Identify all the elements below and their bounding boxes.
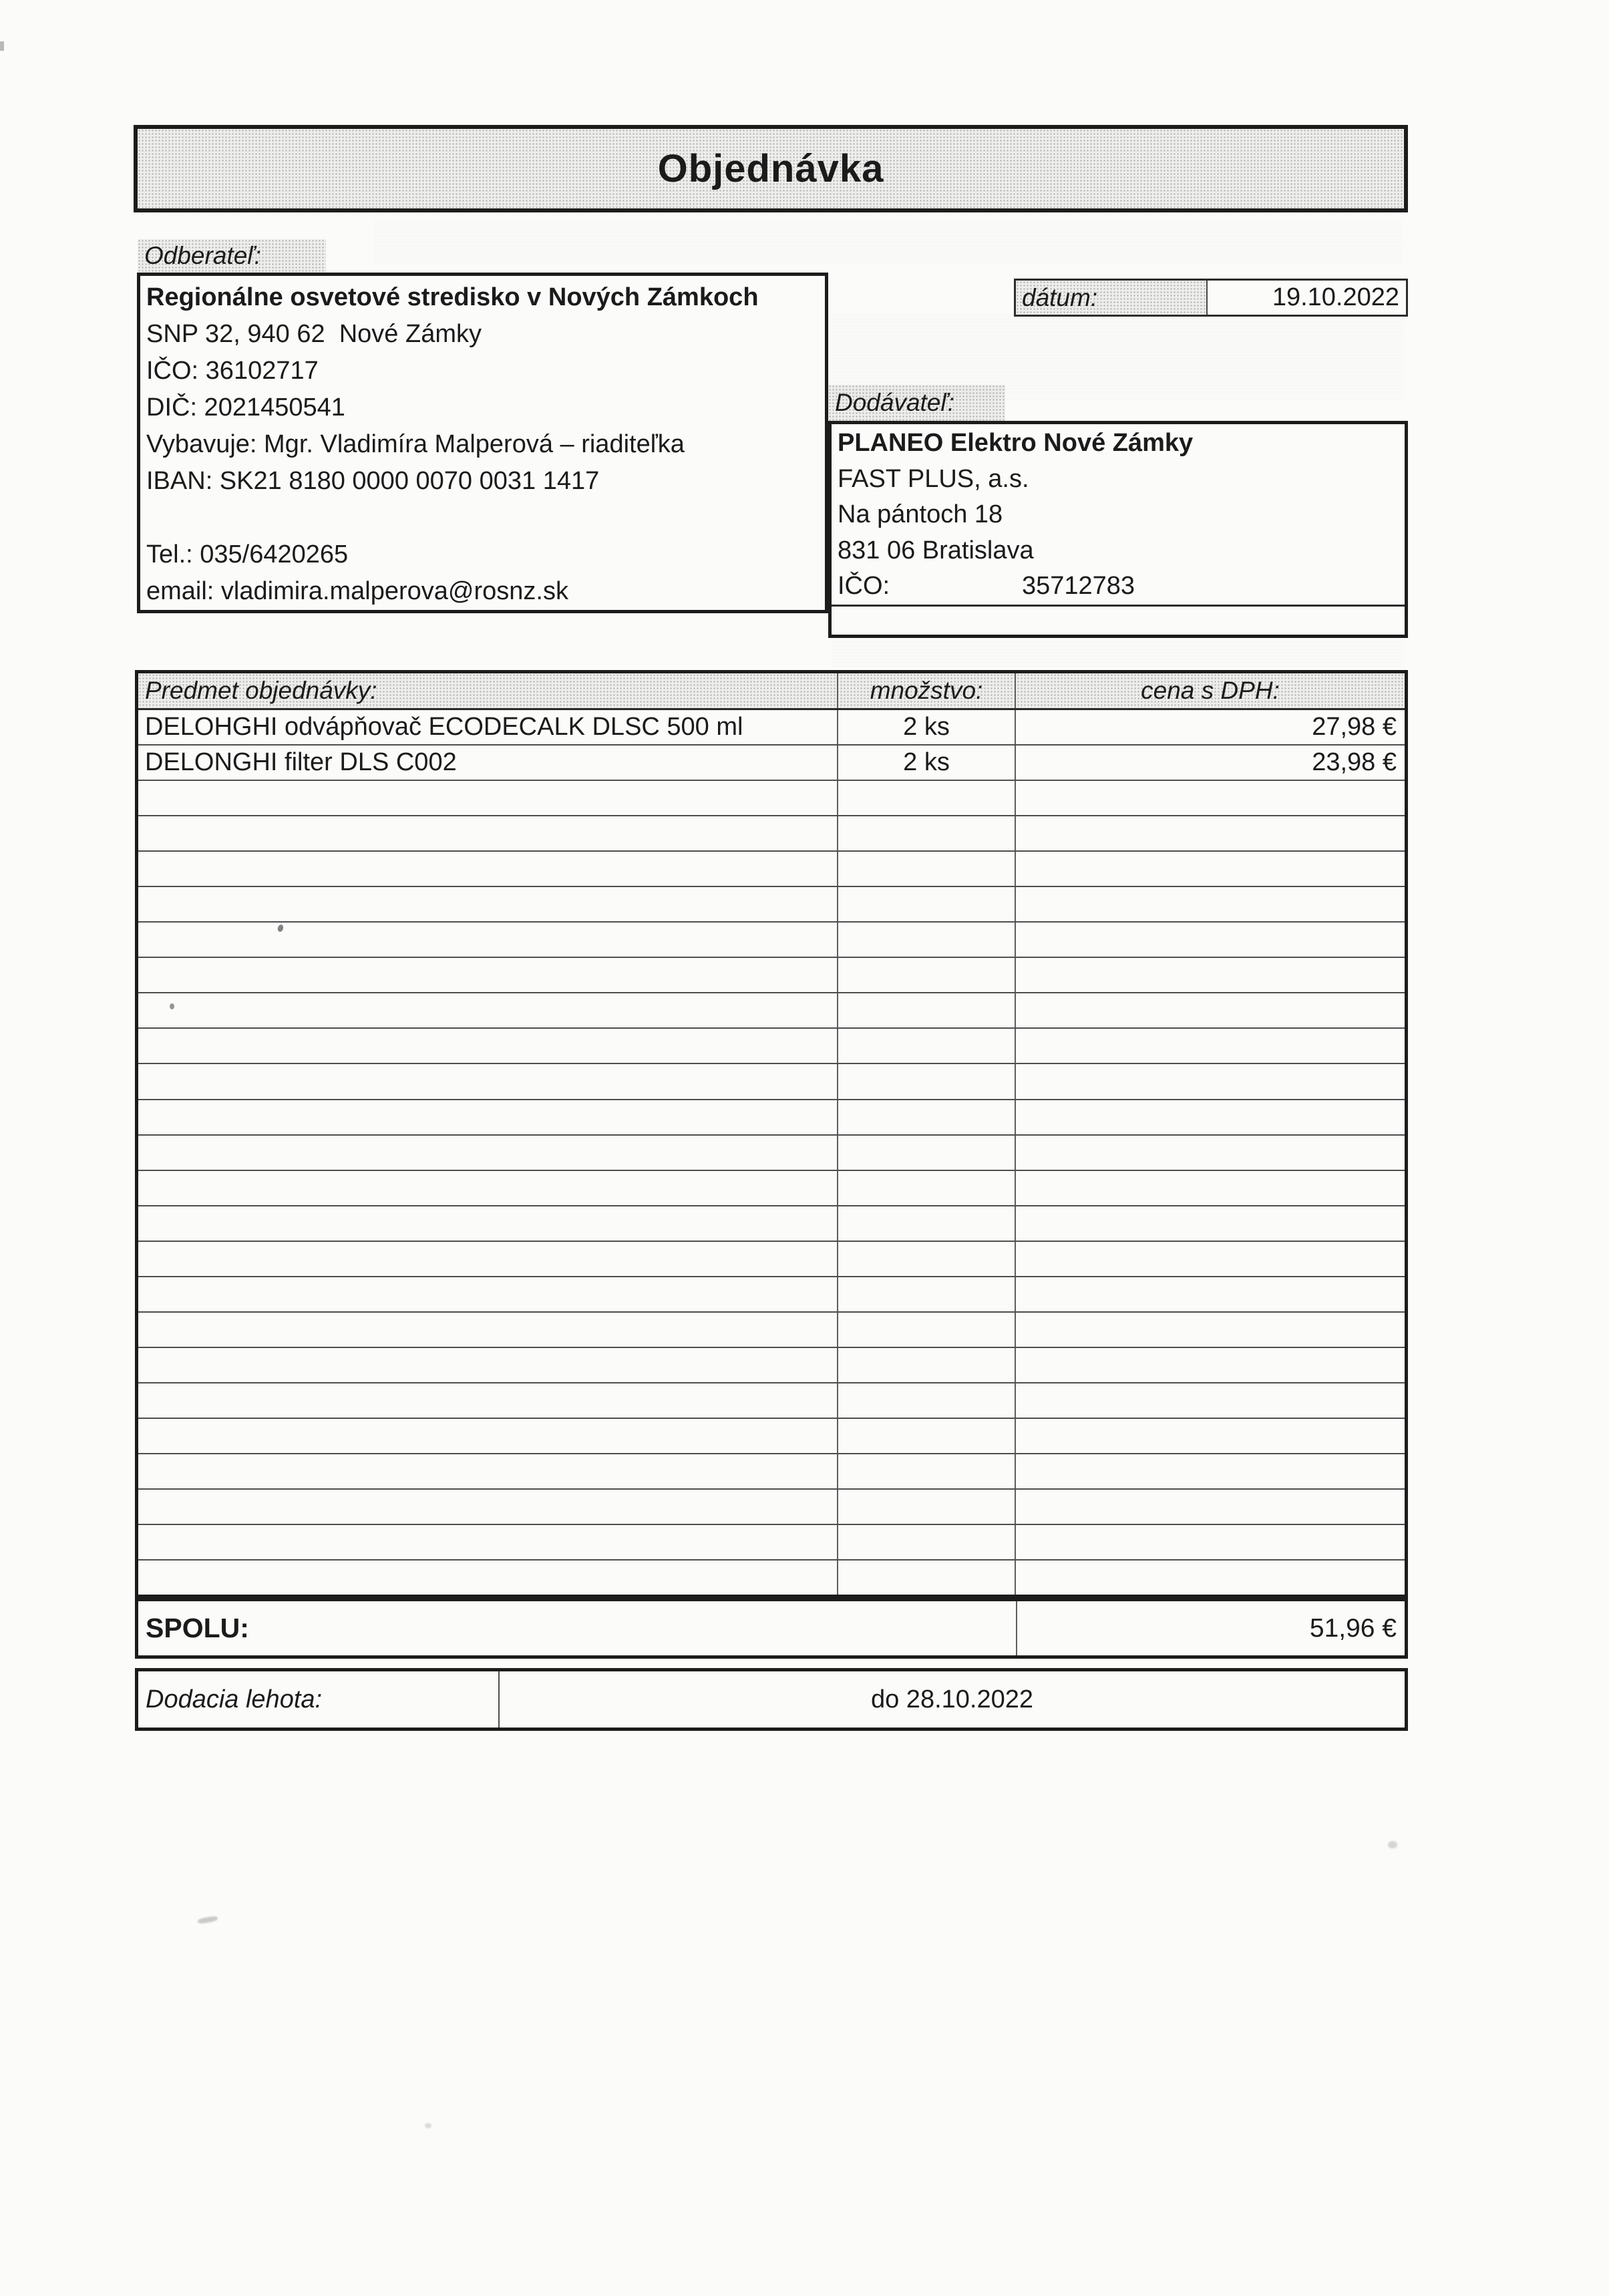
item-quantity-cell [838,1490,1016,1524]
item-quantity-cell [838,1383,1016,1418]
supplier-ico-label: IČO: [838,572,890,601]
item-price-cell [1016,958,1405,992]
item-name-cell [138,958,838,992]
customer-line [146,500,820,536]
item-quantity-cell [838,1277,1016,1311]
table-row [138,887,1405,923]
item-quantity-cell [838,1136,1016,1170]
item-quantity-cell: 2 ks [838,746,1016,780]
table-row [138,1171,1405,1206]
supplier-box-empty-row [838,607,1399,635]
item-name-cell [138,993,838,1027]
table-row [138,816,1405,852]
document-title: Objednávka [657,147,884,190]
table-row [138,1029,1405,1064]
table-row [138,923,1405,958]
delivery-label: Dodacia lehota: [138,1671,500,1728]
item-price-cell [1016,816,1405,850]
table-row [138,781,1405,816]
item-name-cell [138,1206,838,1241]
scan-speck [0,41,4,51]
item-name-cell [138,1136,838,1170]
item-price-cell [1016,1454,1405,1488]
document-title-bar [134,125,1408,212]
date-box [1014,279,1408,317]
table-row [138,1348,1405,1383]
item-price-cell [1016,852,1405,886]
item-name-cell [138,923,838,957]
item-quantity-cell [838,1313,1016,1347]
item-quantity-cell [838,923,1016,957]
item-price-cell [1016,1136,1405,1170]
table-row [138,1561,1405,1595]
item-name-cell [138,887,838,921]
table-row [138,852,1405,887]
item-name-cell [138,1171,838,1205]
item-price-cell [1016,781,1405,815]
delivery-value: do 28.10.2022 [870,1685,1033,1713]
item-name-cell [138,1100,838,1134]
table-body [138,710,1405,1595]
item-name-cell [138,852,838,886]
supplier-section-label-text: Dodávateľ: [835,389,955,416]
scan-smudge [198,1915,218,1924]
item-name-cell [138,1561,838,1595]
item-quantity-cell: 2 ks [838,710,1016,744]
customer-line: email: vladimira.malperova@rosnz.sk [146,577,568,605]
table-row [138,993,1405,1029]
item-quantity-cell [838,816,1016,850]
item-price-cell [1016,1277,1405,1311]
item-quantity-cell [838,1419,1016,1453]
item-price-cell [1016,1029,1405,1063]
item-quantity-cell [838,1561,1016,1595]
scan-speck [425,2123,431,2128]
item-name-cell: DELOHGHI odvápňovač ECODECALK DLSC 500 ml [138,710,838,744]
item-price-cell [1016,1419,1405,1453]
customer-line: IBAN: SK21 8180 0000 0070 0031 1417 [146,467,600,495]
item-price-cell: 23,98 € [1312,748,1397,777]
table-row [138,710,1405,746]
item-name-cell [138,816,838,850]
supplier-address-lines [838,462,1399,569]
item-name-cell [138,1313,838,1347]
customer-info-box [137,273,828,613]
item-quantity-cell [838,887,1016,921]
item-price-cell [1016,1313,1405,1347]
customer-line: IČO: 36102717 [146,357,319,385]
column-header-price: cena s DPH: [1141,677,1280,704]
item-price-cell: 27,98 € [1312,713,1397,742]
table-row [138,1313,1405,1348]
total-value: 51,96 € [1309,1613,1397,1643]
item-name-cell: DELONGHI filter DLS C002 [138,746,838,780]
item-quantity-cell [838,1100,1016,1134]
item-name-cell [138,1525,838,1559]
date-value: 19.10.2022 [1272,283,1399,311]
item-name-cell [138,1454,838,1488]
table-row [138,1242,1405,1277]
total-row [135,1598,1408,1659]
table-row [138,1525,1405,1561]
supplier-section-label [828,385,1005,421]
supplier-info-box [828,421,1408,638]
table-row [138,1277,1405,1313]
column-header-item: Predmet objednávky: [138,673,838,708]
item-price-cell [1016,1171,1405,1205]
table-row [138,1100,1405,1136]
scan-showthrough [374,219,1403,263]
order-items-table [135,670,1408,1598]
item-quantity-cell [838,1454,1016,1488]
item-name-cell [138,1348,838,1382]
table-row [138,1064,1405,1100]
item-quantity-cell [838,1242,1016,1276]
customer-line: Tel.: 035/6420265 [146,540,349,568]
customer-line: DIČ: 2021450541 [146,393,345,422]
table-row [138,746,1405,781]
item-name-cell [138,1064,838,1098]
item-price-cell [1016,993,1405,1027]
item-price-cell [1016,1064,1405,1098]
table-header-row [138,673,1405,710]
item-name-cell [138,1383,838,1418]
supplier-name: PLANEO Elektro Nové Zámky [838,429,1194,458]
item-name-cell [138,1490,838,1524]
item-price-cell [1016,1100,1405,1134]
table-row [138,1206,1405,1242]
item-price-cell [1016,1561,1405,1595]
scan-speck [1388,1841,1397,1848]
customer-line: Vybavuje: Mgr. Vladimíra Malperová – riaditeľka [146,430,685,458]
item-price-cell [1016,923,1405,957]
supplier-ico-line [838,568,1399,605]
item-quantity-cell [838,993,1016,1027]
table-row [138,1136,1405,1171]
table-row [138,1419,1405,1454]
item-name-cell [138,1242,838,1276]
customer-line: SNP 32, 940 62 Nové Zámky [146,320,482,348]
item-price-cell [1016,887,1405,921]
total-label: SPOLU: [138,1601,1017,1655]
item-quantity-cell [838,781,1016,815]
item-price-cell [1016,1242,1405,1276]
item-quantity-cell [838,1348,1016,1382]
item-quantity-cell [838,852,1016,886]
customer-section-label-text: Odberateľ: [144,242,261,269]
customer-line: Regionálne osvetové stredisko v Nových Zámkoch [146,283,759,311]
item-name-cell [138,1419,838,1453]
item-quantity-cell [838,1064,1016,1098]
table-row [138,1383,1405,1419]
table-row [138,1454,1405,1490]
item-price-cell [1016,1383,1405,1418]
item-quantity-cell [838,958,1016,992]
delivery-row [135,1668,1408,1731]
date-label: dátum: [1016,281,1208,315]
item-price-cell [1016,1490,1405,1524]
customer-section-label [138,239,326,273]
item-name-cell [138,781,838,815]
column-header-quantity: množstvo: [838,673,1016,708]
supplier-line: FAST PLUS, a.s. [838,464,1029,493]
item-name-cell [138,1029,838,1063]
item-quantity-cell [838,1029,1016,1063]
table-row [138,1490,1405,1525]
supplier-line: 831 06 Bratislava [838,536,1034,564]
item-quantity-cell [838,1525,1016,1559]
supplier-ico-value: 35712783 [1022,572,1135,601]
item-price-cell [1016,1525,1405,1559]
item-quantity-cell [838,1206,1016,1241]
item-price-cell [1016,1206,1405,1241]
supplier-line: Na pántoch 18 [838,500,1003,529]
item-name-cell [138,1277,838,1311]
table-row [138,958,1405,993]
item-quantity-cell [838,1171,1016,1205]
scan-showthrough [832,640,1404,667]
item-price-cell [1016,1348,1405,1382]
